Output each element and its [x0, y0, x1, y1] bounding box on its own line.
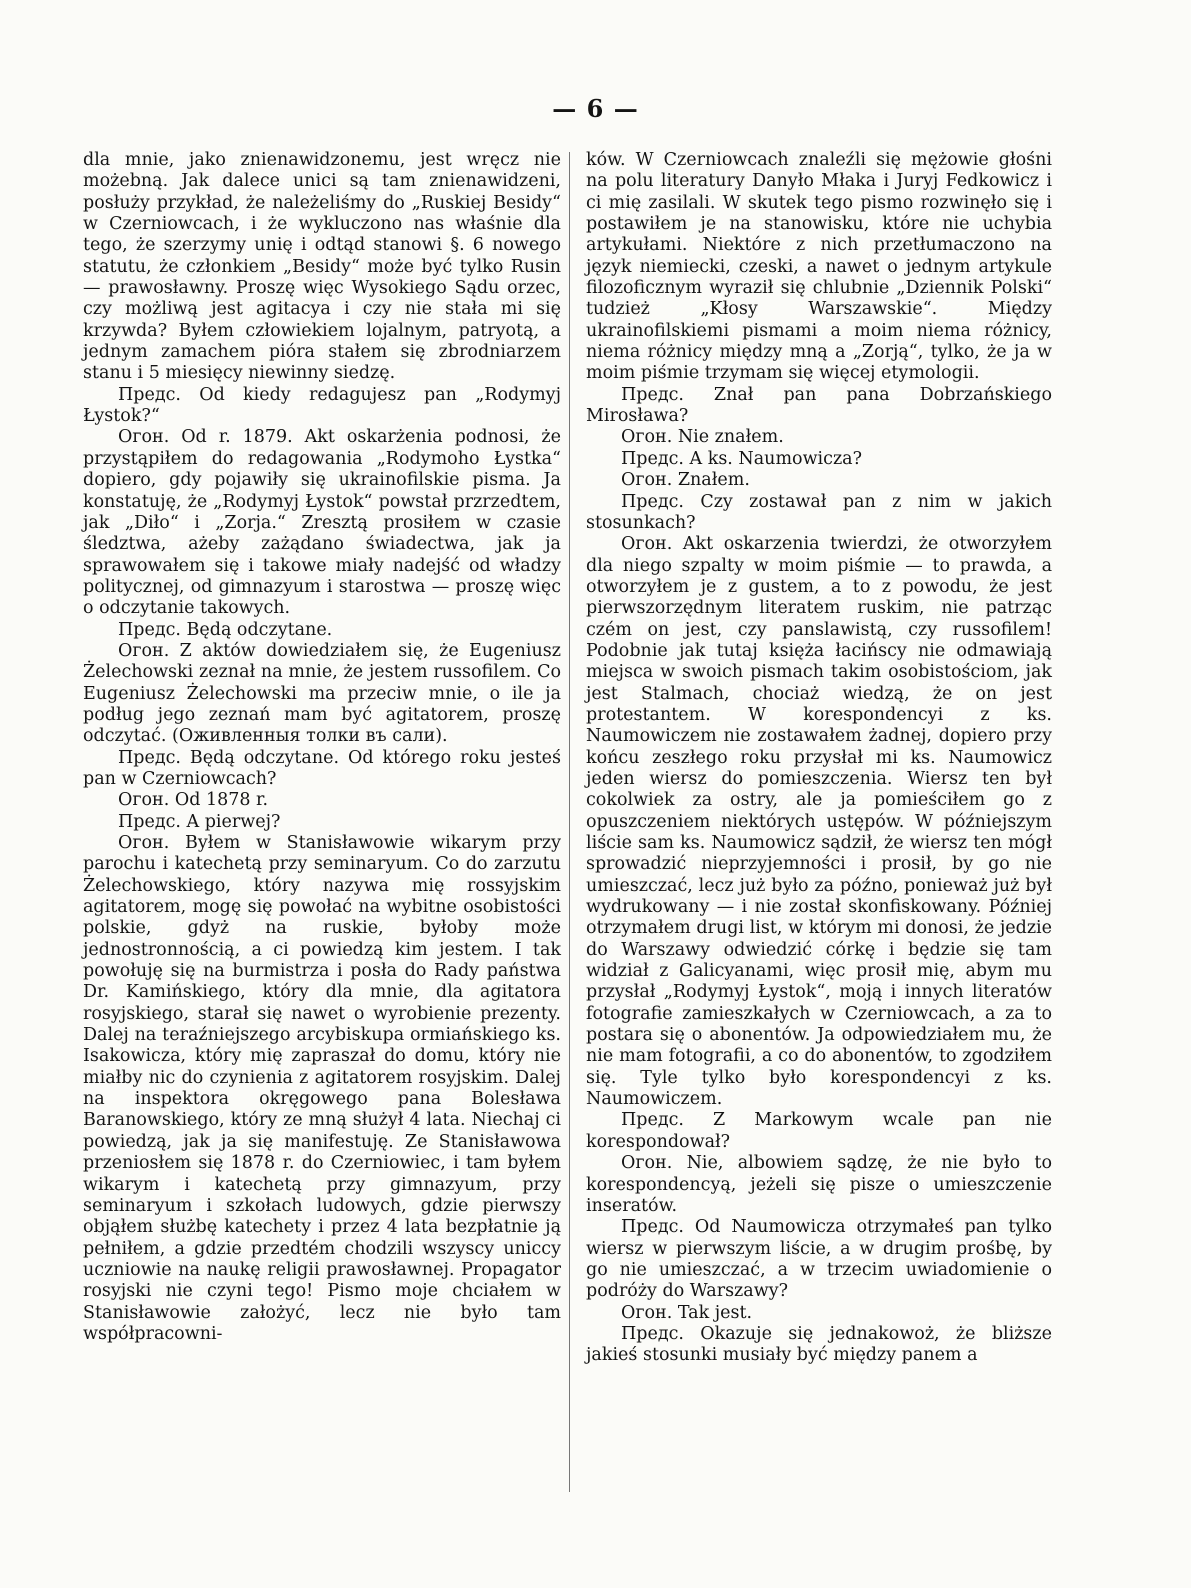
paragraph: Предс. A ks. Naumowicza? [621, 448, 862, 469]
column-divider [569, 152, 570, 1492]
paragraph: Предс. Będą odczytane. [118, 619, 333, 640]
paragraph: Предс. Z Markowym wcale pan nie korespondował? [586, 1110, 1052, 1152]
right-column [586, 150, 1052, 1367]
paragraph: Огон. Z aktów dowiedziałem się, że Eugeniusz Żelechowski zeznał na mnie, że jestem russofilem. Co Eugeniusz Żelechowski ma przeciw mnie, o ile ja podług jego zeznań mam być agitatorem, proszę odczytać. (Оживленныя толки въ сали). [83, 640, 561, 747]
paragraph: dla mnie, jako znienawidzonemu, jest wręcz nie możebną. Jak dalece unici są tam znienawidzeni, posłuży przykład, że należeliśmy do „Ruskiej Besidy“ w Czerniowcach, i że wykluczono nas właśnie dla tego, że szerzymy unię i odtąd stanowi §. 6 nowego statutu, że członkiem „Besidy“ może być tylko Rusin — prawosławny. Proszę więc Wysokiego Sądu orzec, czy możliwą jest agitacya i czy nie stała mi się krzywda? Byłem człowiekiem lojalnym, patryotą, a jednym zamachem pióra stałem się zbrodniarzem stanu i 5 miesięcy niewinny siedzę. [83, 150, 561, 384]
paragraph: Огон. Akt oskarzenia twierdzi, że otworzyłem dla niego szpalty w moim piśmie — to prawda, a otworzyłem je z gustem, a to z powodu, że jest pierwszorzędnym literatem ruskim, nie patrząc czém on jest, czy panslawistą, czy russofilem! Podobnie jak tutaj księża łacińscy nie odmawiają miejsca w swoich pismach takim osobistościom, jak jest Stalmach, chociaż wiedzą, że on jest protestantem. W korespondencyi z ks. Naumowiczem nie zostawałem żadnej, dopiero przy końcu zeszłego roku przysłał mi ks. Naumowicz jeden wiersz do pomieszczenia. Wiersz ten był cokolwiek za ostry, ale ja pomieściłem go z opuszczeniem niektórych ustępów. W późniejszym liście sam ks. Naumowicz sądził, że wiersz ten mógł sprowadzić nieprzyjemności i prosił, by go nie umieszczać, lecz już było za późno, ponieważ już był wydrukowany — i nie został skonfiskowany. Później otrzymałem drugi list, w którym mi donosi, że jedzie do Warszawy odwiedzić córkę i będzie się tam widział z Galicyanami, więc prosił mię, abym mu przysłał „Rodymyj Łystok“, moją i innych literatów fotografie zamieszkałych w Czerniowcach, a za to postara się o abonentów. Ja odpowiedziałem mu, że nie mam fotografii, a co do abonentów, to zgodziłem się. Tyle tylko było korespondencyi z ks. Naumowiczem. [586, 534, 1052, 1110]
paragraph: Предс. Czy zostawał pan z nim w jakich stosunkach? [586, 491, 1052, 533]
left-column [83, 150, 561, 1345]
paragraph: Огон. Znałem. [621, 470, 750, 491]
paragraph: Огон. Tak jest. [621, 1302, 753, 1323]
page-number: — 6 — [552, 94, 639, 123]
paragraph: Предс. Od Naumowicza otrzymałeś pan tylko wiersz w pierwszym liście, a w drugim prośbę, by go nie umieszczać, a w trzecim uwiadomienie o podróży do Warszawy? [586, 1217, 1052, 1302]
paragraph: Предс. Będą odczytane. Od którego roku jesteś pan w Czerniowcach? [83, 747, 561, 789]
paragraph: Огон. Od r. 1879. Akt oskarżenia podnosi, że przystąpiłem do redagowania „Rodymoho Łystka“ dopiero, gdy pojawiły się ukrainofilskie pisma. Ja konstatuję, że „Rodymyj Łystok“ powstał przrzedtem, jak „Diło“ i „Zorja.“ Zresztą prosiłem w czasie śledztwa, ażeby zażądano świadectwa, jak ja sprawowałem się i takowe miały nadejść od władzy politycznej, od gimnazyum i starostwa — proszę więc o odczytanie takowych. [83, 427, 561, 619]
paragraph: Предс. Od kiedy redagujesz pan „Rodymyj Łystok?“ [83, 384, 561, 427]
paragraph: ków. W Czerniowcach znaleźli się mężowie głośni na polu literatury Danyło Młaka i Juryj Fedkowicz i ci mię zasilali. W skutek tego pismo rozwinęło się i postawiłem je na stanowisku, które nie uchybia artykułami. Niektóre z nich przetłumaczono na język niemiecki, czeski, a nawet o jednym artykule filozoficznym wyraził się chlubnie „Dziennik Polski“ tudzież „Kłosy Warszawskie“. Między ukrainofilskiemi pismami a moim niema różnicy, niema różnicy między mną a „Zorją“, tylko, że ja w moim piśmie trzymam się więcej etymologii. [586, 150, 1052, 384]
paragraph: Огон. Nie znałem. [621, 427, 784, 448]
paragraph: Предс. Okazuje się jednakowoż, że bliższe jakieś stosunki musiały być między panem a [586, 1323, 1052, 1366]
paragraph: Огон. Nie, albowiem sądzę, że nie było to korespondencyą, jeżeli się pisze o umieszczenie inseratów. [586, 1153, 1052, 1216]
paragraph: Огон. Od 1878 r. [118, 790, 269, 811]
paragraph: Огон. Byłem w Stanisławowie wikarym przy parochu i katechetą przy seminaryum. Co do zarzutu Żelechowskiego, który nazywa mię rossyjskim agitatorem, mogę się powołać na wybitne osobistości polskie, gdyż na ruskie, byłoby może jednostronnością, a ci powiedzą kim jestem. I tak powołuję się na burmistrza i posła do Rady państwa Dr. Kamińskiego, który dla mnie, dla agitatora rosyjskiego, starał się nawet o wyrobienie prezenty. Dalej na teraźniejszego arcybiskupa ormiańskiego ks. Isakowicza, który mię zapraszał do domu, który nie miałby nic do czynienia z agitatorem rosyjskim. Dalej na inspektora okręgowego pana Bolesława Baranowskiego, który ze mną służył 4 lata. Niechaj ci powiedzą, jak ja się manifestuję. Ze Stanisławowa przeniosłem się 1878 r. do Czerniowiec, i tam byłem wikarym i katechetą przy gimnazyum, przy seminaryum i szkołach ludowych, gdzie pierwszy objąłem służbę katechety i przez 4 lata bezpłatnie ją pełniłem, a gdzie przedtém chodzili wszyscy uniccy uczniowie na naukę religii prawosławnej. Propagator rosyjski nie czyni tego! Pismo moje chciałem w Stanisławowie założyć, lecz nie było tam współpracowni- [83, 833, 561, 1344]
paragraph: Предс. Znał pan pana Dobrzańskiego Mirosława? [586, 384, 1052, 427]
paragraph: Предс. A pierwej? [118, 811, 281, 832]
